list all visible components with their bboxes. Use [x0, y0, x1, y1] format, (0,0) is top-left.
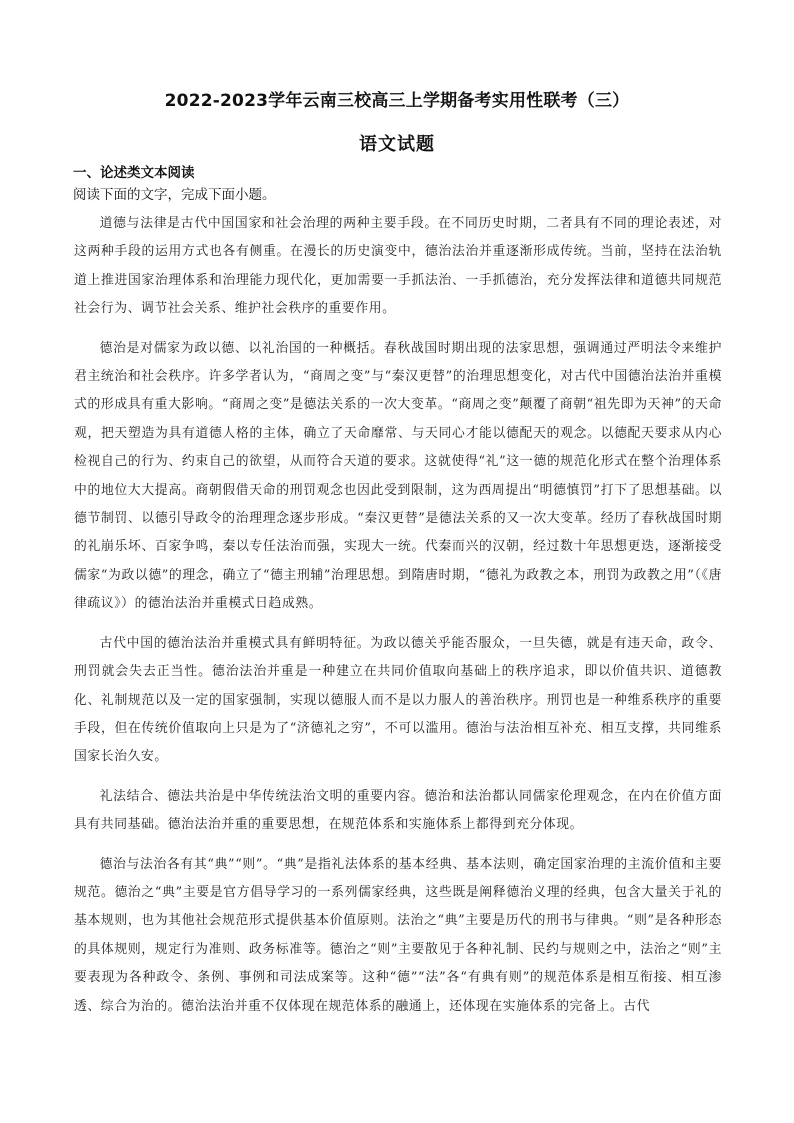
passage-paragraph-3: 古代中国的德治法治并重模式具有鲜明特征。为政以德关乎能否服众，一旦失德，就是有违天命，政令、刑罚就会失去正当性。德治法治并重是一种建立在共同价值取向基础上的秩序追求，即以价值共识、道德教化、礼制规范以及一定的国家强制，实现以德服人而不是以力服人的善治秩序。刑罚也是一种维系秩序的重要手段，但在传统价值取向上只是为了“济德礼之穷”，不可以滥用。德治与法治相互补充、相互支撑，共同维系国家长治久安。 [74, 635, 722, 765]
reading-passage [74, 210, 722, 1032]
section-heading: 一、论述类文本阅读 [73, 165, 195, 181]
document-title: 2022-2023学年云南三校高三上学期备考实用性联考（三） [164, 91, 630, 111]
passage-paragraph-4: 礼法结合、德法共治是中华传统法治文明的重要内容。德治和法治都认同儒家伦理观念，在内在价值方面具有共同基础。德治法治并重的重要思想，在规范体系和实施体系上都得到充分体现。 [74, 788, 722, 833]
passage-paragraph-1: 道德与法律是古代中国国家和社会治理的两种主要手段。在不同历史时期，二者具有不同的理论表述，对这两种手段的运用方式也各有侧重。在漫长的历史演变中，德治法治并重逐渐形成传统。当前，坚持在法治轨道上推进国家治理体系和治理能力现代化，更加需要一手抓法治、一手抓德治，充分发挥法律和道德共同规范社会行为、调节社会关系、维护社会秩序的重要作用。 [74, 216, 722, 317]
reading-instruction: 阅读下面的文字，完成下面小题。 [73, 187, 276, 203]
passage-paragraph-2: 德治是对儒家为政以德、以礼治国的一种概括。春秋战国时期出现的法家思想，强调通过严明法令来维护君主统治和社会秩序。许多学者认为，“商周之变”与“秦汉更替”的治理思想变化，对古代中国德治法治并重模式的形成具有重大影响。“商周之变”是德法关系的一次大变革。“商周之变”颠覆了商朝“祖先即为天神”的天命观，把天塑造为具有道德人格的主体，确立了天命靡常、与天同心才能以德配天的观念。以德配天要求从内心检视自己的行为、约束自己的欲望，从而符合天道的要求。这就使得“礼”这一德的规范化形式在整个治理体系中的地位大大提高。商朝假借天命的刑罚观念也因此受到限制，这为西周提出“明德慎罚”打下了思想基础。以德节制罚、以德引导政令的治理理念逐步形成。“秦汉更替”是德法关系的又一次大变革。经历了春秋战国时期的礼崩乐坏、百家争鸣，秦以专任法治而强，实现大一统。代秦而兴的汉朝，经过数十年思想更迭，逐渐接受儒家“为政以德”的理念，确立了“德主刑辅”治理思想。到隋唐时期，“德礼为政教之本，刑罚为政教之用”（《唐律疏议》）的德治法治并重模式日趋成熟。 [74, 340, 722, 612]
document-subtitle: 语文试题 [359, 134, 435, 155]
passage-paragraph-5: 德治与法治各有其“典”“则”。“典”是指礼法体系的基本经典、基本法则，确定国家治理的主流价值和主要规范。德治之“典”主要是官方倡导学习的一系列儒家经典，这些既是阐释德治义理的经典，包含大量关于礼的基本规则，也为其他社会规范形式提供基本价值原则。法治之“典”主要是历代的刑书与律典。“则”是各种形态的具体规则，规定行为准则、政务标准等。德治之“则”主要散见于各种礼制、民约与规则之中，法治之“则”主要表现为各种政令、条例、事例和司法成案等。这种“德”“法”各“有典有则”的规范体系是相互衔接、相互渗透、综合为治的。德治法治并重不仅体现在规范体系的融通上，还体现在实施体系的完备上。古代 [74, 856, 722, 1014]
